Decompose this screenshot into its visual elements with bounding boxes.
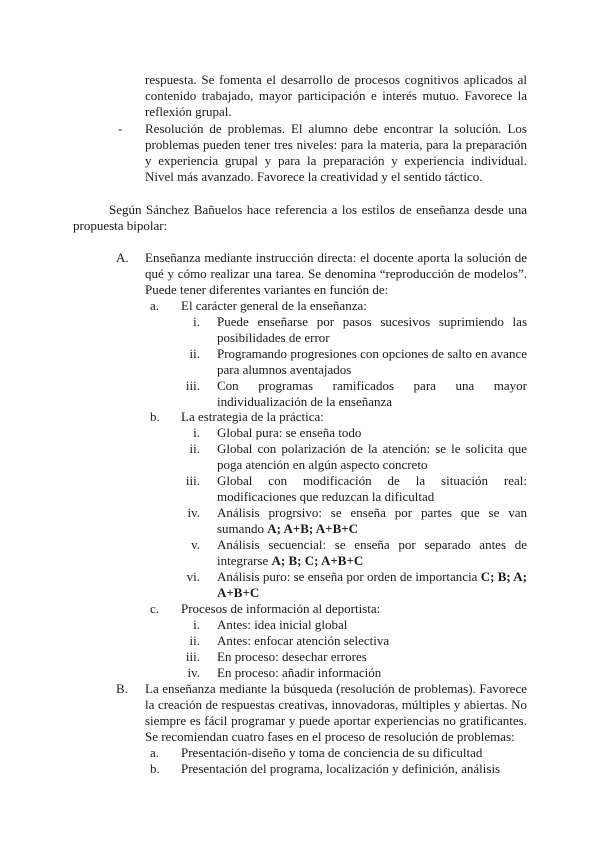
section-a-text: Enseñanza mediante instrucción directa: el docente aporta la solución de qué y cómo realizar una tarea. Se denomina “reproducción de modelos”. Puede tener diferentes variantes en función de: bbox=[145, 250, 527, 297]
section-b-item: Presentación-diseño y toma de conciencia de su dificultad bbox=[181, 745, 483, 760]
sub-b-item: Global con polarización de la atención: se le solicita que poga atención en algún aspecto concreto bbox=[217, 441, 527, 472]
sub-c-item-marker: ii. bbox=[189, 633, 200, 648]
sub-b-item-marker: iii. bbox=[185, 473, 200, 488]
sub-c-item: En proceso: añadir información bbox=[217, 665, 382, 680]
continued-list-text bbox=[145, 72, 527, 120]
section-b-text: La enseñanza mediante la búsqueda (resolución de problemas). Favorece la creación de respuestas creativas, innovadoras, múltiples y abiertas. No siempre es fácil programar y puede aportar experiencias no gratificantes. Se recomiendan cuatro fases en el proceso de resolución de problemas: bbox=[145, 681, 527, 744]
sub-b-item-marker: iv. bbox=[187, 505, 200, 520]
sub-a-item: Programando progresiones con opciones de salto en avance para alumnos aventajados bbox=[217, 346, 527, 377]
sub-c-item-marker: iii. bbox=[185, 649, 200, 664]
sequence-bold: A; B; C; A+B+C bbox=[271, 553, 364, 568]
sub-c-item-marker: i. bbox=[193, 617, 200, 632]
sub-a-item-marker: ii. bbox=[189, 346, 200, 361]
sub-b-item: Global con modificación de la situación real: modificaciones que reduzcan la dificultad bbox=[217, 473, 527, 504]
section-a-marker: A. bbox=[116, 250, 129, 265]
sub-a-item: Puede enseñarse por pasos sucesivos suprimiendo las posibilidades de error bbox=[217, 314, 527, 345]
sub-c-item-marker: iv. bbox=[187, 665, 200, 680]
resolucion-item bbox=[145, 121, 527, 185]
sequence-bold: A; A+B; A+B+C bbox=[267, 521, 359, 536]
section-b-item: Presentación del programa, localización y definición, análisis bbox=[181, 761, 501, 776]
sub-b-item-marker: v. bbox=[191, 537, 200, 552]
intro-paragraph: Según Sánchez Bañuelos hace referencia a los estilos de enseñanza desde una propuesta bipolar: bbox=[73, 202, 527, 233]
sub-b-item-marker: i. bbox=[193, 425, 200, 440]
sub-a-item-marker: iii. bbox=[185, 378, 200, 393]
sub-c-marker: c. bbox=[150, 601, 160, 616]
sub-b-item: Global pura: se enseña todo bbox=[217, 425, 362, 440]
sub-b-item-marker: ii. bbox=[189, 441, 200, 456]
sub-c-text: Procesos de información al deportista: bbox=[181, 601, 381, 616]
sub-b-item: Análisis progrsivo: se enseña por partes que se van sumando A; A+B; A+B+C bbox=[217, 505, 527, 536]
resolucion-paragraph: Resolución de problemas. El alumno debe encontrar la solución. Los problemas pueden tener tres niveles: para la materia, para la preparación y experiencia grupal y para la preparación y experiencia individual. Nivel más avanzado. Favorece la creatividad y el sentido táctico. bbox=[145, 121, 527, 184]
sub-a-item: Con programas ramificados para una mayor individualización de la enseñanza bbox=[217, 378, 527, 409]
sub-a-marker: a. bbox=[150, 298, 160, 313]
dash-bullet: - bbox=[118, 121, 123, 136]
sub-c-item: Antes: idea inicial global bbox=[217, 617, 348, 632]
section-b-item-marker: b. bbox=[150, 761, 160, 776]
sub-a-text: El carácter general de la enseñanza: bbox=[181, 298, 367, 313]
sub-a-item-marker: i. bbox=[193, 314, 200, 329]
sub-b-item: Análisis puro: se enseña por orden de importancia C; B; A; A+B+C bbox=[217, 569, 527, 600]
sub-b-marker: b. bbox=[150, 409, 160, 424]
sub-b-item-marker: vi. bbox=[186, 569, 200, 584]
continued-paragraph: respuesta. Se fomenta el desarrollo de procesos cognitivos aplicados al contenido trabajado, mayor participación e interés mutuo. Favorece la reflexión grupal. bbox=[145, 72, 527, 119]
sub-b-item: Análisis secuencial: se enseña por separado antes de integrarse A; B; C; A+B+C bbox=[217, 537, 527, 568]
section-b-item-marker: a. bbox=[150, 745, 160, 760]
sub-c-item: En proceso: desechar errores bbox=[217, 649, 367, 664]
sequence-bold: C; B; A; A+B+C bbox=[217, 569, 527, 600]
section-b-marker: B. bbox=[116, 681, 128, 696]
sub-b-text: La estrategia de la práctica: bbox=[181, 409, 324, 424]
sub-c-item: Antes: enfocar atención selectiva bbox=[217, 633, 390, 648]
